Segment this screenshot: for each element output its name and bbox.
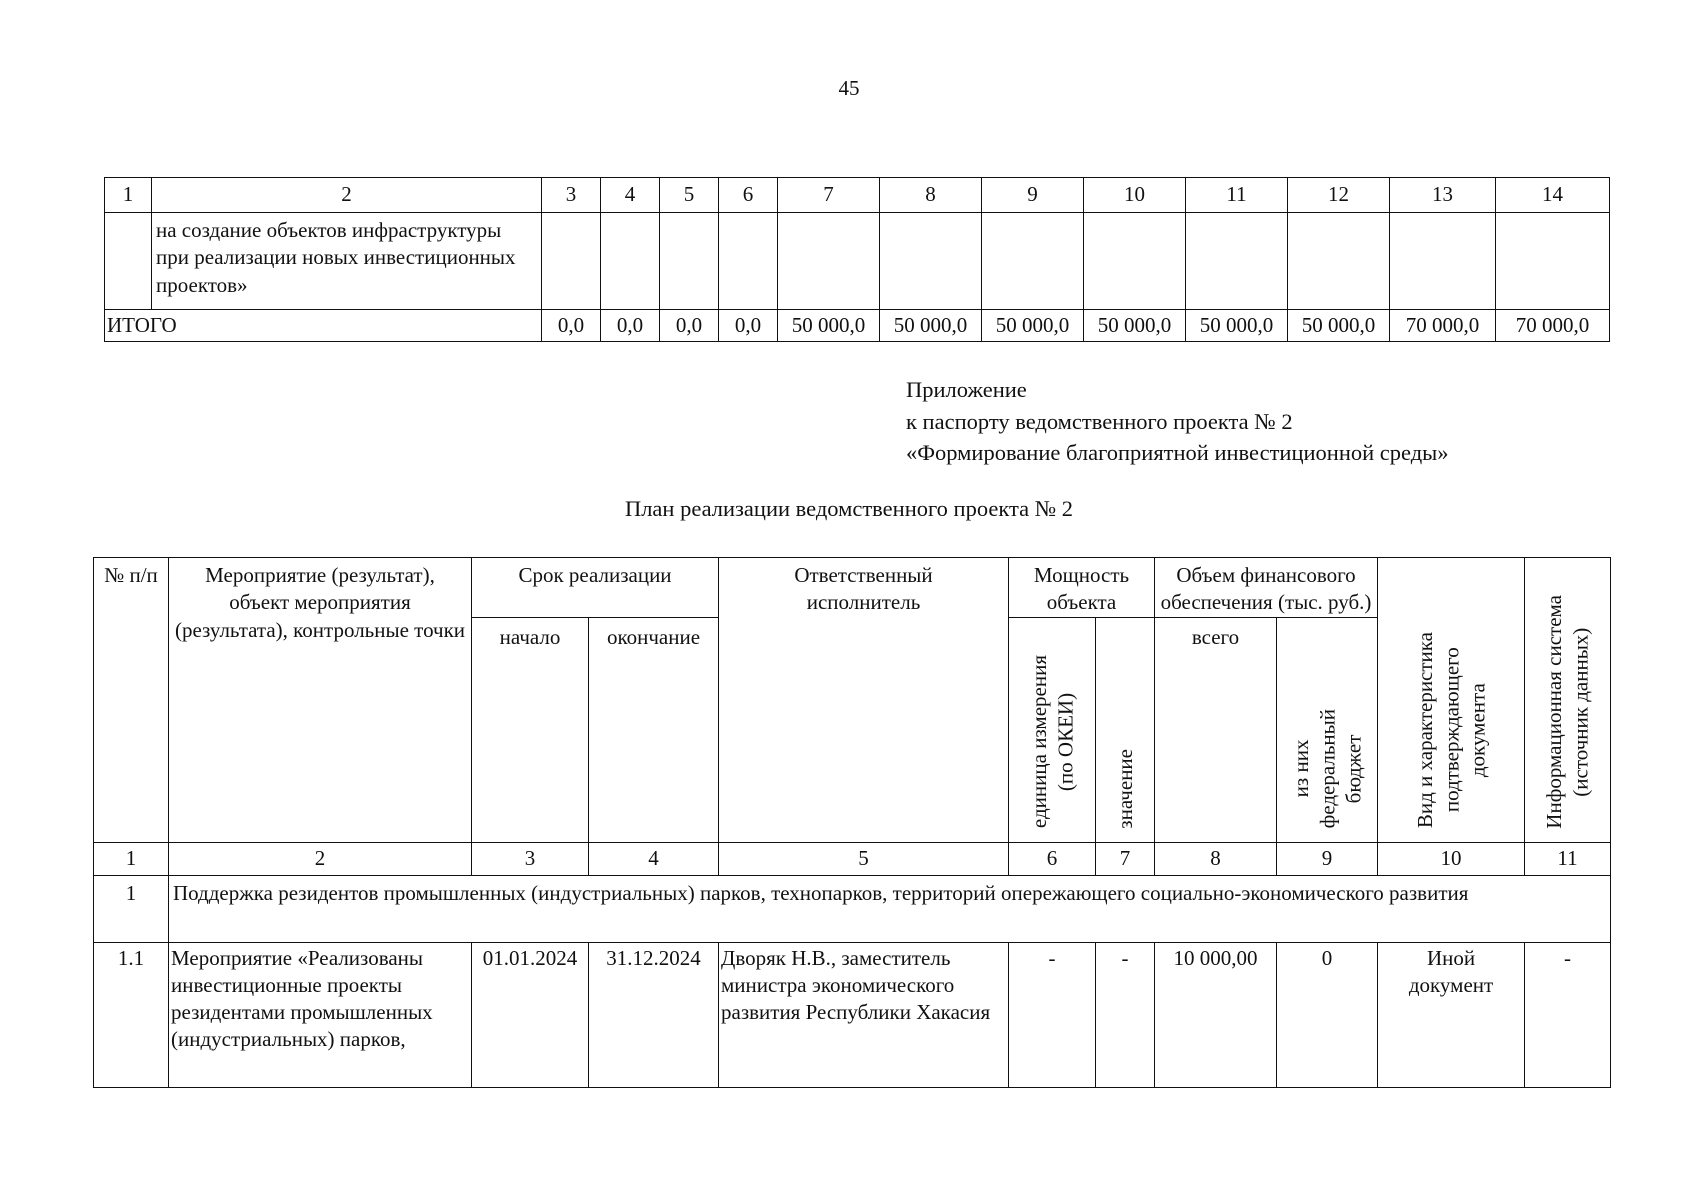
column-number: 3 (472, 842, 589, 875)
row-info: - (1525, 942, 1611, 1087)
total-value: 50 000,0 (1288, 310, 1390, 342)
column-number: 3 (542, 178, 601, 213)
total-value: 50 000,0 (1084, 310, 1186, 342)
table2-section-row (94, 875, 1611, 942)
appendix-line: Приложение (906, 377, 1027, 402)
header-value (1096, 617, 1155, 842)
total-value: 0,0 (719, 310, 778, 342)
total-value: 0,0 (660, 310, 719, 342)
row-total: 10 000,00 (1155, 942, 1277, 1087)
column-number: 2 (169, 842, 472, 875)
column-number: 9 (982, 178, 1084, 213)
row-start: 01.01.2024 (472, 942, 589, 1087)
header-num: № п/п (94, 558, 169, 843)
column-number: 7 (1096, 842, 1155, 875)
header-end: окончание (589, 617, 719, 842)
header-info-line: (источник данных) (1568, 626, 1593, 796)
appendix-line: «Формирование благоприятной инвестиционной среды» (906, 440, 1449, 465)
continuation-text: на создание объектов инфраструктуры при реализации новых инвестиционных проектов» (152, 213, 542, 310)
column-number: 1 (94, 842, 169, 875)
header-document-line: подтверждающего (1438, 647, 1463, 813)
column-number: 14 (1496, 178, 1610, 213)
column-number: 1 (105, 178, 152, 213)
header-capacity: Мощность объекта (1009, 558, 1155, 618)
column-number: 6 (1009, 842, 1096, 875)
row-num: 1.1 (94, 942, 169, 1087)
column-number: 12 (1288, 178, 1390, 213)
implementation-plan-table (93, 557, 1611, 1088)
column-number: 7 (778, 178, 880, 213)
header-federal-line: бюджет (1341, 734, 1366, 804)
column-number: 4 (601, 178, 660, 213)
total-value: 50 000,0 (880, 310, 982, 342)
column-number: 11 (1186, 178, 1288, 213)
total-value: 70 000,0 (1496, 310, 1610, 342)
section-title: Поддержка резидентов промышленных (индустриальных) парков, технопарков, территорий опережающего социально-экономического развития (169, 875, 1611, 942)
total-value: 70 000,0 (1390, 310, 1496, 342)
total-label: ИТОГО (105, 310, 542, 342)
budget-table-continuation (104, 177, 1610, 342)
header-event: Мероприятие (результат), объект мероприятия (результата), контрольные точки (169, 558, 472, 843)
total-value: 50 000,0 (982, 310, 1084, 342)
row-document: Иной документ (1378, 942, 1525, 1087)
table1-column-numbers (105, 178, 1610, 213)
header-finance-total: всего (1155, 617, 1277, 842)
total-value: 0,0 (601, 310, 660, 342)
header-value-text: значение (1112, 748, 1137, 829)
column-number: 5 (719, 842, 1009, 875)
header-finance-federal (1277, 617, 1378, 842)
header-unit-line: (по ОКЕИ) (1053, 692, 1077, 791)
row-responsible: Дворяк Н.В., заместитель министра экономического развития Республики Хакасия (719, 942, 1009, 1087)
table1-total-row (105, 310, 1610, 342)
column-number: 8 (880, 178, 982, 213)
header-federal-line: из них (1288, 739, 1313, 798)
header-unit-line: единица измерения (1026, 655, 1051, 829)
table2-header-row (94, 558, 1611, 618)
header-start: начало (472, 617, 589, 842)
appendix-line: к паспорту ведомственного проекта № 2 (906, 408, 1293, 434)
header-document-line: Вид и характеристика (1412, 632, 1437, 829)
header-info-system (1525, 558, 1611, 843)
section-num: 1 (94, 875, 169, 942)
header-responsible: Ответственный исполнитель (719, 558, 1009, 843)
header-document-line: документа (1465, 683, 1490, 778)
header-finance: Объем финансового обеспечения (тыс. руб.) (1155, 558, 1378, 618)
appendix-note (906, 374, 1449, 469)
column-number: 9 (1277, 842, 1378, 875)
column-number: 4 (589, 842, 719, 875)
column-number: 2 (152, 178, 542, 213)
header-info-line: Информационная система (1542, 594, 1567, 829)
row-end: 31.12.2024 (589, 942, 719, 1087)
row-value: - (1096, 942, 1155, 1087)
column-number: 5 (660, 178, 719, 213)
total-value: 50 000,0 (1186, 310, 1288, 342)
total-value: 0,0 (542, 310, 601, 342)
header-federal-line: федеральный (1314, 708, 1339, 829)
column-number: 6 (719, 178, 778, 213)
row-unit: - (1009, 942, 1096, 1087)
table1-continuation-row (105, 213, 1610, 310)
header-document (1378, 558, 1525, 843)
column-number: 13 (1390, 178, 1496, 213)
table2-column-numbers (94, 842, 1611, 875)
header-period: Срок реализации (472, 558, 719, 618)
row-event: Мероприятие «Реализованы инвестиционные проекты резидентами промышленных (индустриальных) парков, (169, 942, 472, 1087)
row-federal: 0 (1277, 942, 1378, 1087)
table-row (94, 942, 1611, 1087)
plan-title: План реализации ведомственного проекта № 2 (624, 496, 1074, 521)
page-number: 45 (838, 76, 860, 100)
column-number: 10 (1084, 178, 1186, 213)
column-number: 10 (1378, 842, 1525, 875)
total-value: 50 000,0 (778, 310, 880, 342)
column-number: 8 (1155, 842, 1277, 875)
header-unit (1009, 617, 1096, 842)
column-number: 11 (1525, 842, 1611, 875)
